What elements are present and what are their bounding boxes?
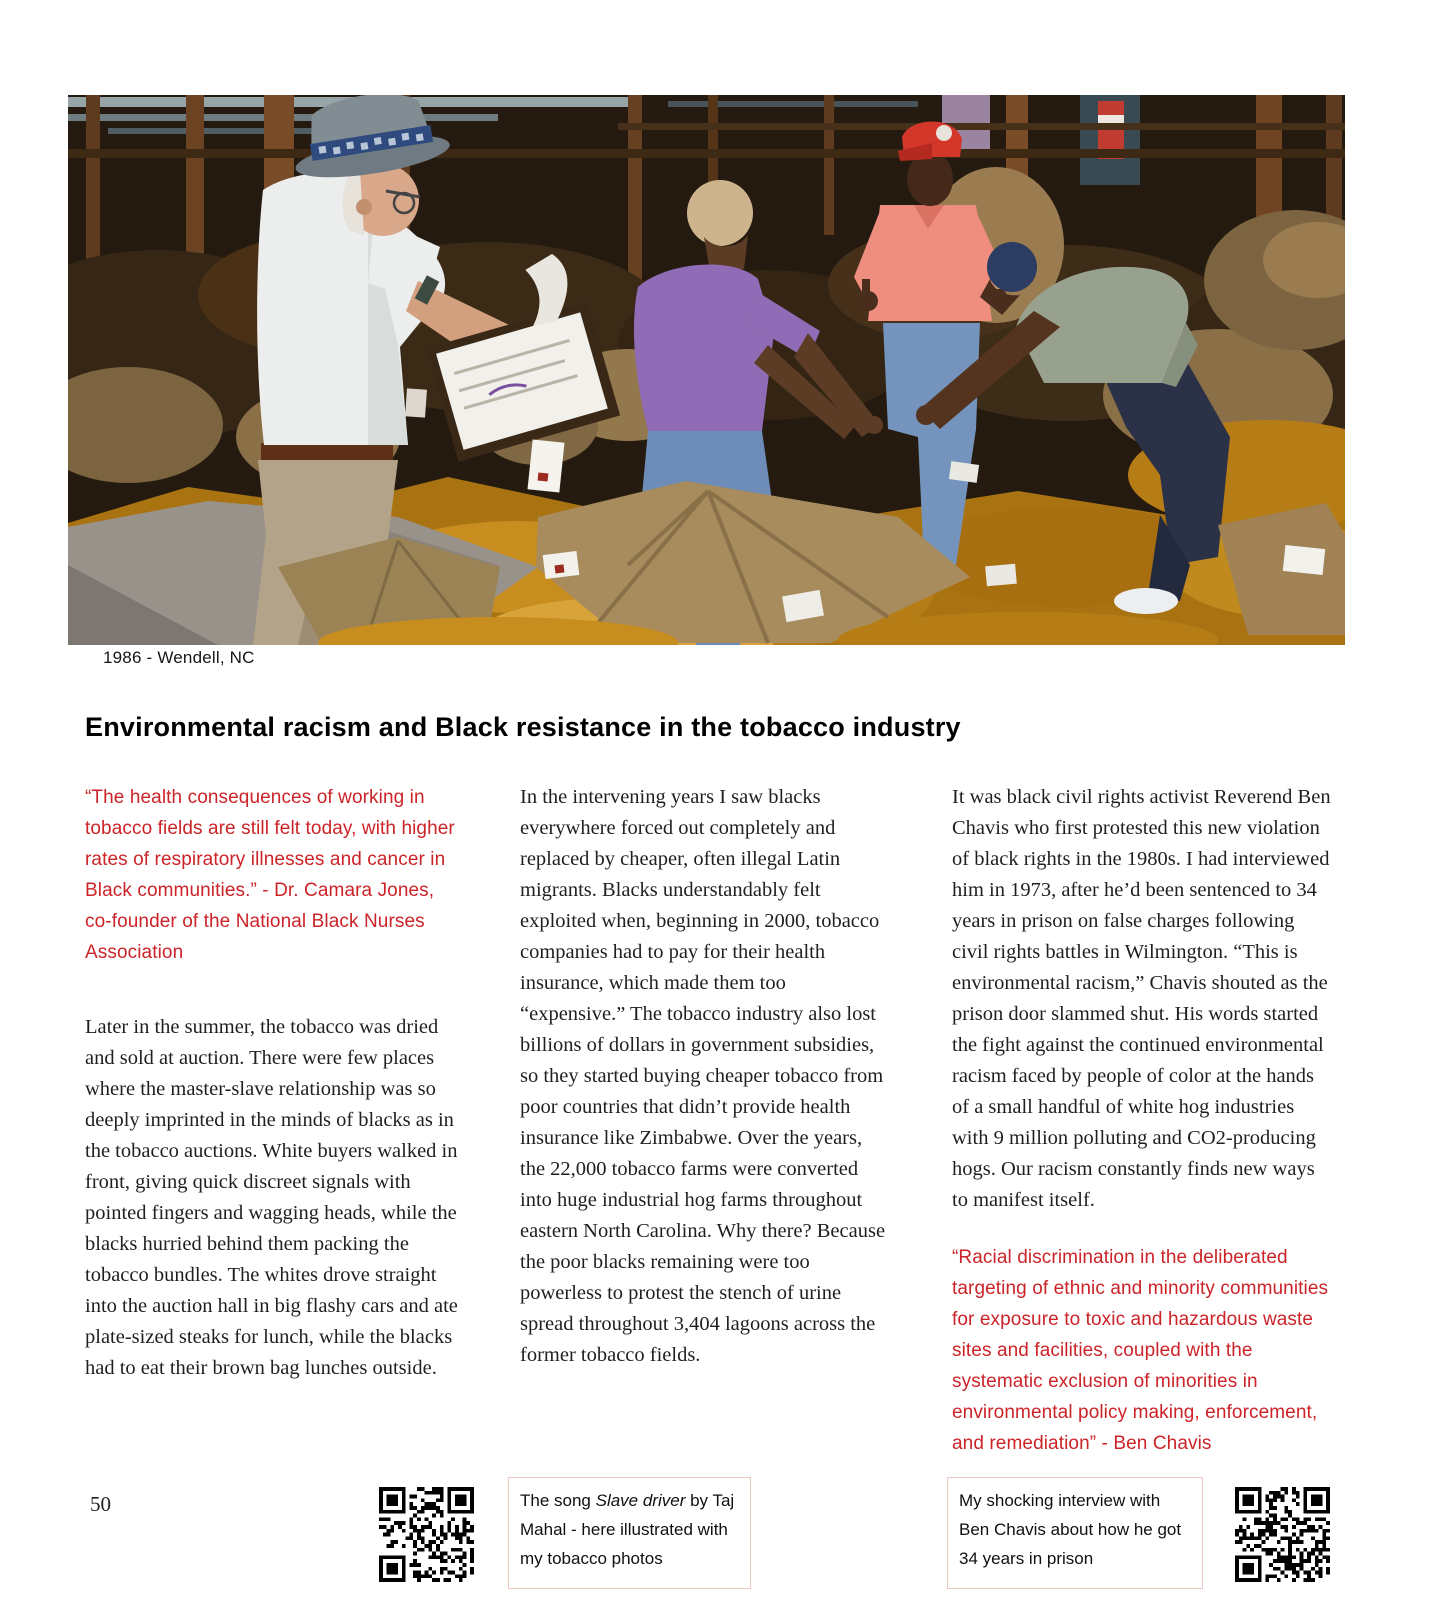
body-paragraph-auction: Later in the summer, the tobacco was dried and sold at auction. There were few places where the master-slave relationship was so deeply imprinted in the minds of blacks as in the tobacco auctions. White buyers walked in front, giving quick discreet signals with pointed fingers and wagging heads, while the blacks hurried behind them packing the tobacco bundles. The whites drove straight into the auction hall in big flashy cars and ate plate-sized steaks for lunch, while the blacks had to eat their brown bag lunches outside.	[85, 1016, 458, 1379]
qr-code-interview-link	[1235, 1487, 1330, 1582]
photo-caption: 1986 - Wendell, NC	[103, 648, 255, 667]
pull-quote-camara-jones: “The health consequences of working in tobacco fields are still felt today, with higher rates of respiratory illnesses and cancer in Black communities.” - Dr. Camara Jones, co-founder of the National Black Nurses Association	[85, 787, 455, 963]
note-text-italic: Slave driver	[595, 1491, 686, 1510]
column-1	[85, 782, 460, 1384]
qr-note-interview	[947, 1477, 1203, 1589]
body-paragraph-hog-farms: In the intervening years I saw blacks everywhere forced out completely and replaced by cheaper, often illegal Latin migrants. Blacks understandably felt exploited when, beginning in 2000, tobacco companies had to pay for their health insurance, which made them too “expensive.” The tobacco industry also lost billions of dollars in government subsidies, so they started buying cheaper tobacco from poor countries that didn’t provide health insurance like Zimbabwe. Over the years, the 22,000 tobacco farms were converted into huge industrial hog farms throughout eastern North Carolina. Why there? Because the poor blacks remaining were too powerless to protest the stench of urine spread throughout 3,404 lagoons across the former tobacco fields.	[520, 786, 886, 1366]
article-title: Environmental racism and Black resistance in the tobacco industry	[85, 712, 961, 742]
column-2	[520, 782, 892, 1371]
tobacco-warehouse-photo	[68, 95, 1345, 645]
pull-quote-ben-chavis: “Racial discrimination in the deliberated targeting of ethnic and minority communities for exposure to toxic and hazardous waste sites and facilities, coupled with the systematic exclusion of minorities in environmental policy making, enforcement, and remediation” - Ben Chavis	[952, 1247, 1329, 1454]
note-text: The song	[520, 1491, 596, 1510]
qr-note-song	[508, 1477, 751, 1589]
qr-code-song-link	[379, 1487, 474, 1582]
tobacco-warehouse-illustration	[68, 95, 1345, 645]
column-3	[952, 782, 1332, 1459]
page-number: 50	[90, 1492, 111, 1516]
note-text: by Taj Mahal - here illustrated with my tobacco photos	[520, 1491, 735, 1568]
note-text: My shocking interview with Ben Chavis about how he got 34 years in prison	[959, 1491, 1182, 1568]
body-paragraph-ben-chavis: It was black civil rights activist Reverend Ben Chavis who first protested this new violation of black rights in the 1980s. I had interviewed him in 1973, after he’d been sentenced to 34 years in prison on false charges following civil rights battles in Wilmington. “This is environmental racism,” Chavis shouted as the prison door slammed shut. His words started the fight against the continued environmental racism faced by people of color at the hands of a small handful of white hog industries with 9 million polluting and CO2-producing hogs. Our racism constantly finds new ways to manifest itself.	[952, 786, 1331, 1211]
